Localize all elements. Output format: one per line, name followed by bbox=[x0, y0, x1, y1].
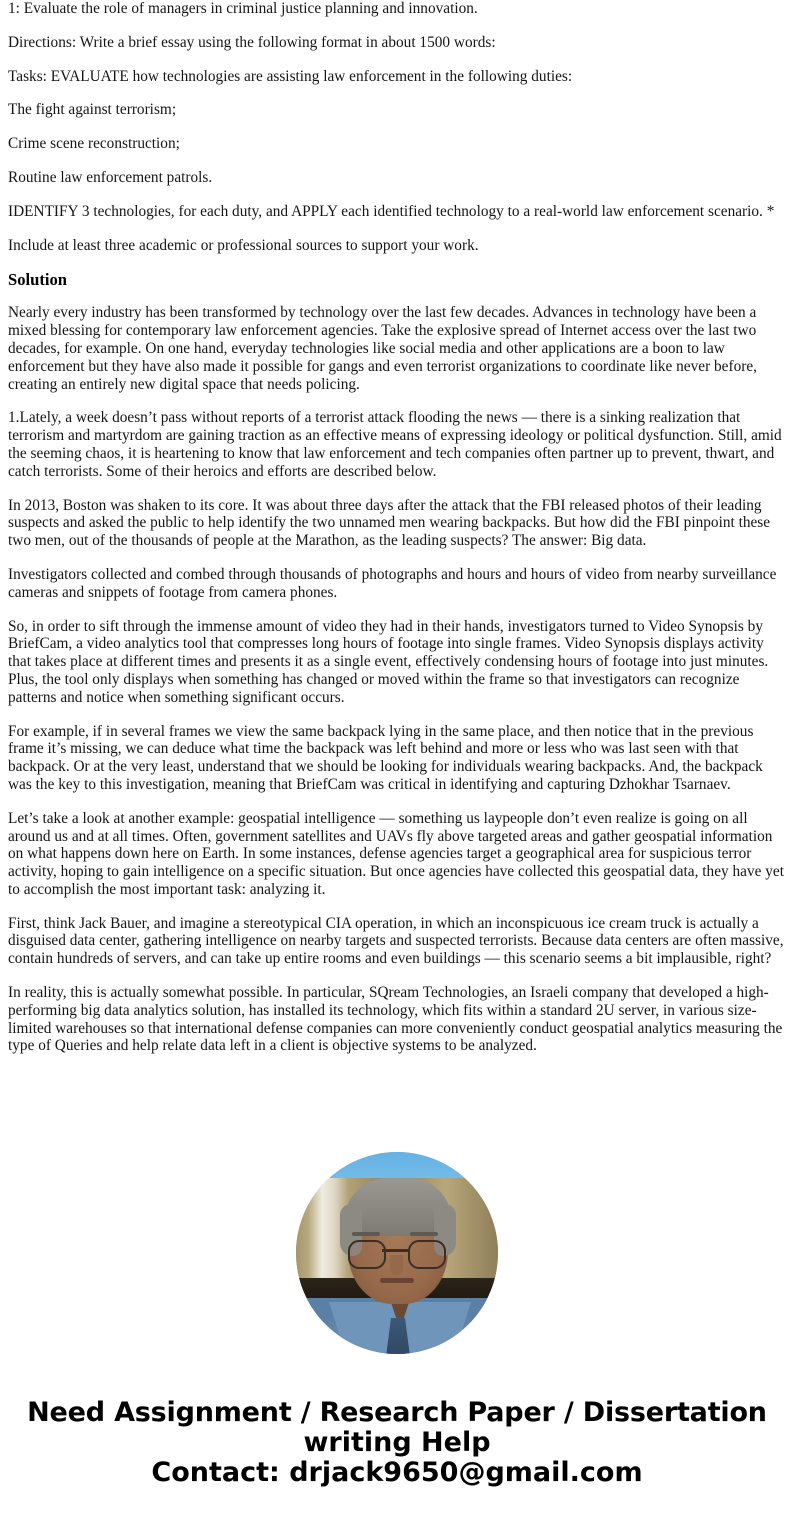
avatar-eyebrow-left bbox=[352, 1232, 380, 1236]
prompt-line: Crime scene reconstruction; bbox=[8, 135, 180, 153]
promo-footer bbox=[0, 1398, 794, 1488]
avatar-mouth bbox=[380, 1278, 414, 1283]
prompt-line: Routine law enforcement patrols. bbox=[8, 168, 213, 186]
solution-paragraph: In reality, this is actually somewhat possible. In particular, SQream Technologies, an Israeli company that developed a high-performing big data analytics solution, has installed its technology, which fits within a standard 2U server, in various size-limited warehouses so that international defense companies can more conveniently conduct geospatial analytics measuring the type of Queries and help relate data left in a client is objective systems to be analyzed. bbox=[8, 984, 783, 1055]
solution-paragraph: Let’s take a look at another example: geospatial intelligence — something us laypeople don’t even realize is going on all around us and at all times. Often, government satellites and UAVs fly above targeted areas and gather geospatial information on what happens down here on Earth. In some instances, defense agencies target a geographical area for suspicious terror activity, hoping to gain intelligence on a specific situation. But once agencies have collected this geospatial data, they have yet to accomplish the most important task: analyzing it. bbox=[8, 809, 784, 898]
avatar-eyeglasses-bridge bbox=[382, 1249, 408, 1252]
avatar-eyeglasses-right-lens bbox=[408, 1240, 446, 1269]
prompt-line: Tasks: EVALUATE how technologies are assisting law enforcement in the following duties: bbox=[8, 67, 573, 85]
solution-paragraph: First, think Jack Bauer, and imagine a stereotypical CIA operation, in which an inconspicuous ice cream truck is actually a disguised data center, gathering intelligence on nearby targets and suspected terrorists. Because data centers are often massive, contain hundreds of servers, and can take up entire rooms and even buildings — this scenario seems a bit implausible, right? bbox=[8, 914, 784, 968]
prompt-line: IDENTIFY 3 technologies, for each duty, and APPLY each identified technology to a real-world law enforcement scenario. * bbox=[8, 202, 775, 220]
avatar bbox=[296, 1152, 498, 1354]
solution-paragraph: Investigators collected and combed through thousands of photographs and hours and hours of video from nearby surveillance cameras and snippets of footage from camera phones. bbox=[8, 565, 777, 601]
promo-contact-email[interactable]: Contact: drjack9650@gmail.com bbox=[151, 1457, 643, 1488]
solution-paragraph: For example, if in several frames we view the same backpack lying in the same place, and then notice that in the previous frame it’s missing, we can deduce what time the backpack was left behind and more or less who was last seen with that backpack. Or at the very least, understand that we should be looking for individuals wearing backpacks. And, the backpack was the key to this investigation, meaning that BriefCam was critical in identifying and capturing Dzhokhar Tsarnaev. bbox=[8, 722, 763, 793]
prompt-line: The fight against terrorism; bbox=[8, 101, 177, 119]
solution-paragraph: So, in order to sift through the immense amount of video they had in their hands, investigators turned to Video Synopsis by BriefCam, a video analytics tool that compresses long hours of footage into single frames. Video Synopsis displays activity that takes place at different times and presents it as a single event, effectively condensing hours of footage into just minutes. Plus, the tool only displays when something has changed or moved within the frame so that investigators can recognize patterns and notice when something significant occurs. bbox=[8, 617, 769, 706]
promo-headline-second-line: writing Help bbox=[303, 1427, 491, 1458]
solution-paragraph: 1.Lately, a week doesn’t pass without reports of a terrorist attack flooding the news — there is a sinking realization that terrorism and martyrdom are gaining traction as an effective means of expressing ideology or political dysfunction. Still, amid the seeming chaos, it is heartening to know that law enforcement and tech companies often partner up to prevent, thwart, and catch terrorists. Some of their heroics and efforts are described below. bbox=[8, 409, 782, 480]
promo-headline: Need Assignment / Research Paper / Dissertation bbox=[27, 1397, 767, 1428]
prompt-line: Directions: Write a brief essay using the following format in about 1500 words: bbox=[8, 33, 496, 51]
avatar-eyebrow-right bbox=[410, 1232, 438, 1236]
prompt-line: Include at least three academic or professional sources to support your work. bbox=[8, 236, 479, 254]
solution-heading: Solution bbox=[8, 270, 68, 290]
avatar-nose bbox=[390, 1255, 403, 1275]
avatar-eyeglasses-left-lens bbox=[348, 1240, 386, 1269]
solution-paragraph: Nearly every industry has been transformed by technology over the last few decades. Advances in technology have been a mixed blessing for contemporary law enforcement agencies. Take the explosive spread of Internet access over the last two decades, for example. On one hand, everyday technologies like social media and other applications are a boon to law enforcement but they have also made it possible for gangs and even terrorist organizations to coordinate like never before, creating an entirely new digital space that needs policing. bbox=[8, 304, 757, 393]
prompt-line: 1: Evaluate the role of managers in criminal justice planning and innovation. bbox=[8, 0, 478, 17]
solution-paragraph: In 2013, Boston was shaken to its core. It was about three days after the attack that the FBI released photos of their leading suspects and asked the public to help identify the two unnamed men wearing backpacks. But how did the FBI pinpoint these two men, out of the thousands of people at the Marathon, as the leading suspects? The answer: Big data. bbox=[8, 496, 771, 550]
avatar-container bbox=[0, 1152, 794, 1356]
